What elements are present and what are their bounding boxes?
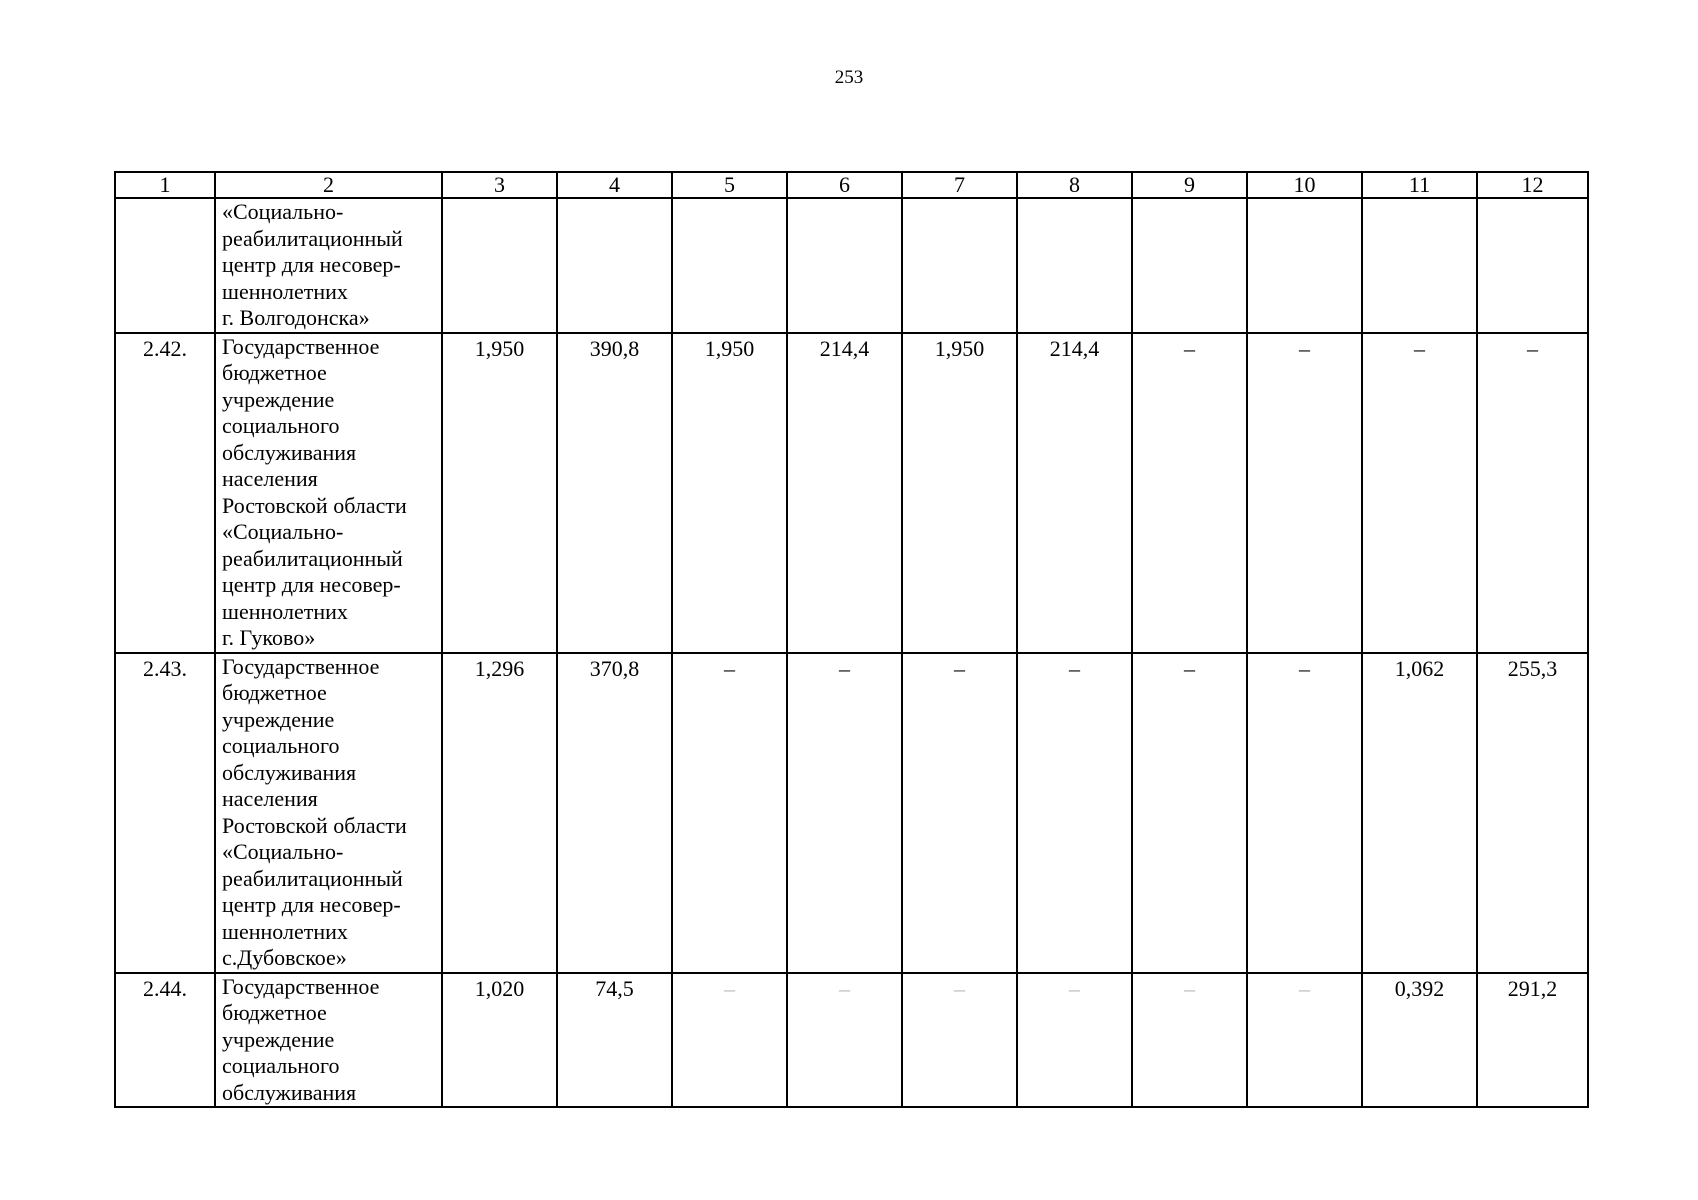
value-cell: 74,5 xyxy=(557,973,672,1108)
value-cell: – xyxy=(787,653,902,973)
value-cell: 1,062 xyxy=(1362,653,1477,973)
value-cell xyxy=(902,198,1017,333)
value-cell: 291,2 xyxy=(1477,973,1588,1108)
column-header: 4 xyxy=(557,172,672,198)
column-header: 6 xyxy=(787,172,902,198)
row-number xyxy=(115,198,215,333)
value-cell: 255,3 xyxy=(1477,653,1588,973)
column-header: 5 xyxy=(672,172,787,198)
table-row xyxy=(115,653,1588,973)
value-cell: – xyxy=(1017,973,1132,1108)
column-header: 1 xyxy=(115,172,215,198)
value-cell xyxy=(1017,198,1132,333)
table-row xyxy=(115,333,1588,653)
value-cell: – xyxy=(902,653,1017,973)
column-header: 11 xyxy=(1362,172,1477,198)
value-cell: 390,8 xyxy=(557,333,672,653)
value-cell: – xyxy=(672,973,787,1108)
table-body xyxy=(115,198,1588,1107)
value-cell: – xyxy=(1132,653,1247,973)
institution-name: «Социально- реабилитационный центр для несовер- шеннолетних г. Волгодонска» xyxy=(215,198,442,333)
value-cell: – xyxy=(672,653,787,973)
institution-name: Государственное бюджетное учреждение социального обслуживания xyxy=(215,973,442,1108)
value-cell: 1,296 xyxy=(442,653,557,973)
value-cell xyxy=(1247,198,1362,333)
institution-name: Государственное бюджетное учреждение социального обслуживания населения Ростовской области «Социально- реабилитационный центр для несовер- шеннолетних с.Дубовское» xyxy=(215,653,442,973)
value-cell: 370,8 xyxy=(557,653,672,973)
page-number: 253 xyxy=(834,67,864,88)
value-cell xyxy=(557,198,672,333)
value-cell: 1,950 xyxy=(442,333,557,653)
value-cell: 1,950 xyxy=(902,333,1017,653)
value-cell xyxy=(787,198,902,333)
value-cell: – xyxy=(1247,973,1362,1108)
value-cell: – xyxy=(1362,333,1477,653)
data-table xyxy=(114,171,1589,1108)
column-header: 10 xyxy=(1247,172,1362,198)
value-cell: 1,020 xyxy=(442,973,557,1108)
column-header: 12 xyxy=(1477,172,1588,198)
value-cell: – xyxy=(1477,333,1588,653)
value-cell: 0,392 xyxy=(1362,973,1477,1108)
value-cell: – xyxy=(1132,333,1247,653)
value-cell xyxy=(442,198,557,333)
row-number: 2.42. xyxy=(115,333,215,653)
table-header-row xyxy=(115,172,1588,198)
table-row xyxy=(115,973,1588,1108)
value-cell xyxy=(672,198,787,333)
value-cell xyxy=(1132,198,1247,333)
column-header: 2 xyxy=(215,172,442,198)
value-cell: 1,950 xyxy=(672,333,787,653)
value-cell: – xyxy=(1017,653,1132,973)
table-row xyxy=(115,198,1588,333)
value-cell: – xyxy=(787,973,902,1108)
column-header: 9 xyxy=(1132,172,1247,198)
value-cell: – xyxy=(1247,333,1362,653)
column-header: 3 xyxy=(442,172,557,198)
value-cell: – xyxy=(902,973,1017,1108)
institution-name: Государственное бюджетное учреждение социального обслуживания населения Ростовской области «Социально- реабилитационный центр для несовер- шеннолетних г. Гуково» xyxy=(215,333,442,653)
value-cell: – xyxy=(1132,973,1247,1108)
column-header: 7 xyxy=(902,172,1017,198)
value-cell: 214,4 xyxy=(1017,333,1132,653)
value-cell: 214,4 xyxy=(787,333,902,653)
value-cell xyxy=(1362,198,1477,333)
column-header: 8 xyxy=(1017,172,1132,198)
value-cell xyxy=(1477,198,1588,333)
row-number: 2.44. xyxy=(115,973,215,1108)
value-cell: – xyxy=(1247,653,1362,973)
row-number: 2.43. xyxy=(115,653,215,973)
